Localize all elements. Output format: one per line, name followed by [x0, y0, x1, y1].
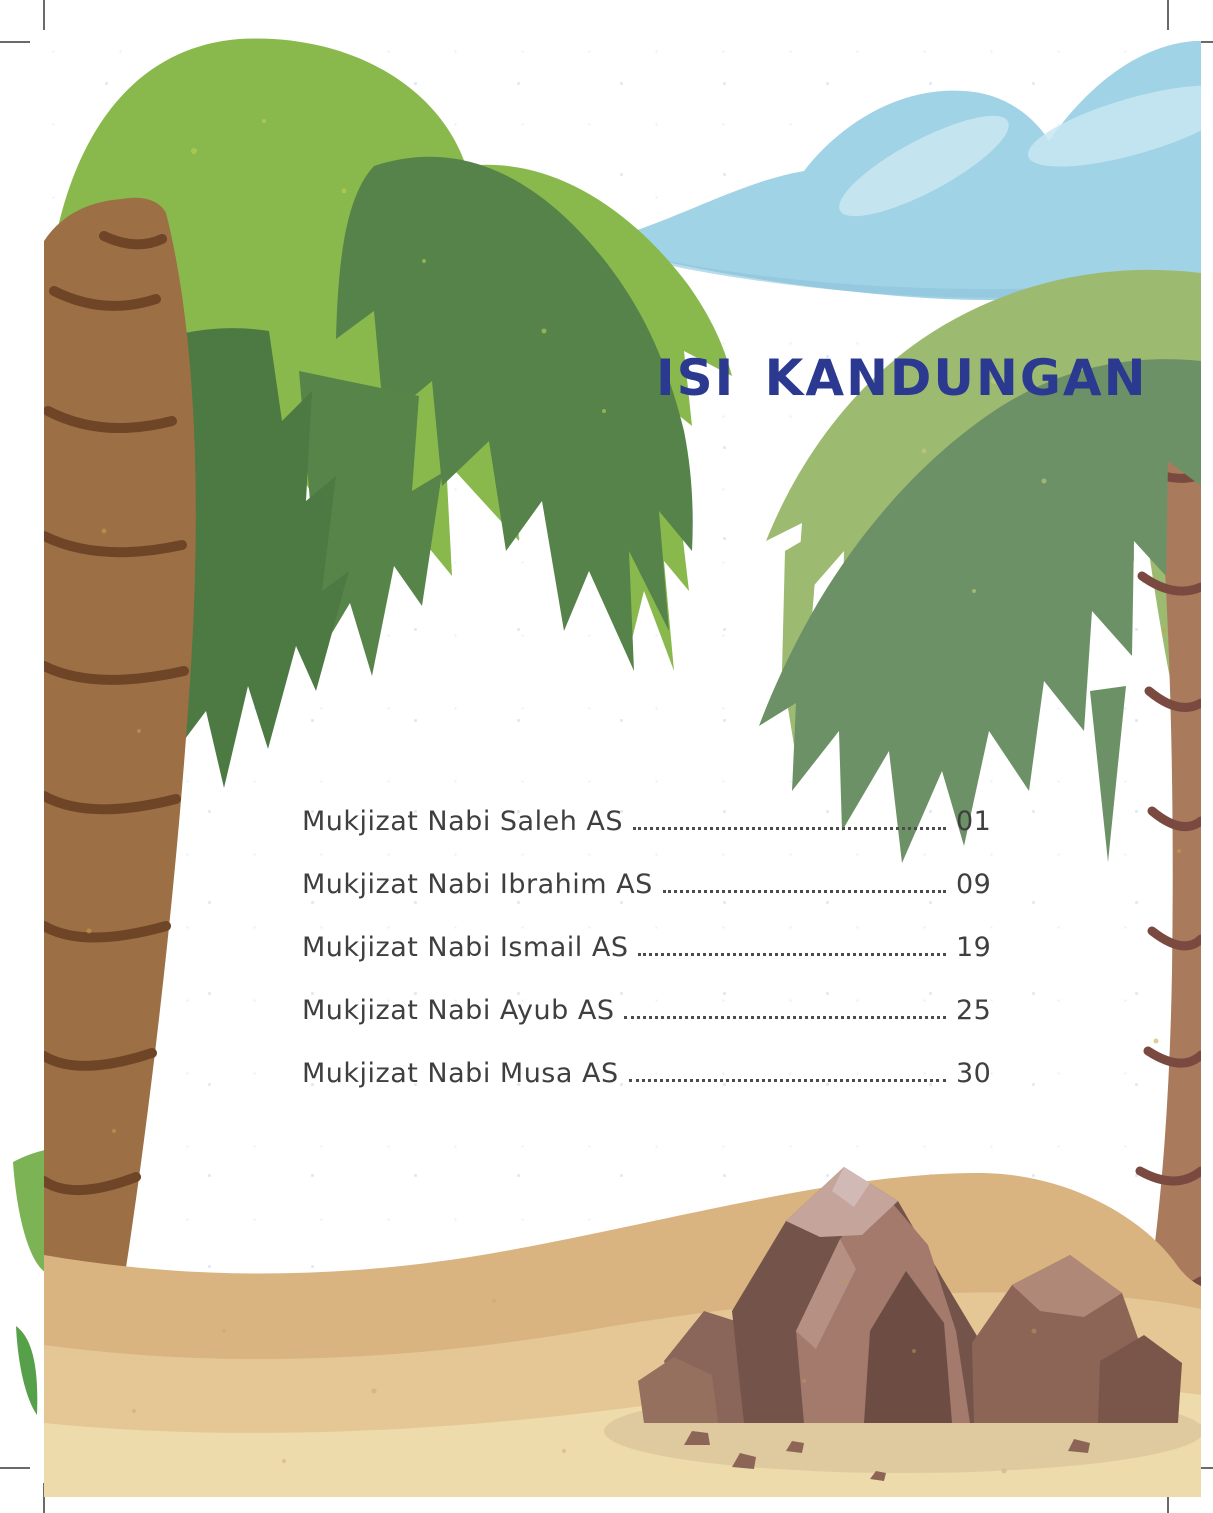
toc-entry-page-number: 19 — [956, 932, 992, 963]
margin-leaf-dark — [16, 1326, 37, 1415]
toc-entry — [302, 1053, 1002, 1089]
toc-entry-label: Mukjizat Nabi Musa AS — [302, 1058, 619, 1089]
toc-entry-page-number: 09 — [956, 869, 992, 900]
crop-mark-top-left-v — [43, 0, 45, 30]
toc-leader-dots — [624, 1016, 946, 1019]
toc-entry — [302, 801, 1002, 837]
toc-leader-dots — [629, 1079, 946, 1082]
crop-mark-top-left-h — [0, 41, 30, 43]
margin-leaf-accents — [0, 1120, 46, 1513]
palm-tree-left-illustration — [44, 39, 732, 1416]
crop-mark-top-right-v — [1167, 0, 1169, 30]
toc-leader-dots — [663, 890, 946, 893]
toc-entry-page-number: 25 — [956, 995, 992, 1026]
toc-leader-dots — [638, 953, 946, 956]
toc-entry-label: Mukjizat Nabi Saleh AS — [302, 806, 623, 837]
beach-illustration — [44, 31, 1201, 1497]
page-canvas — [44, 31, 1201, 1497]
page-title: ISI KANDUNGAN — [656, 349, 1148, 407]
toc-entry — [302, 864, 1002, 900]
toc-leader-dots — [633, 827, 946, 830]
toc-entry-label: Mukjizat Nabi Ayub AS — [302, 995, 615, 1026]
margin-leaf-light — [13, 1150, 45, 1272]
toc-entry-label: Mukjizat Nabi Ibrahim AS — [302, 869, 653, 900]
toc-entry-page-number: 01 — [956, 806, 992, 837]
toc-entry — [302, 990, 1002, 1026]
toc-list — [302, 801, 1002, 1089]
toc-entry-page-number: 30 — [956, 1058, 992, 1089]
toc-entry — [302, 927, 1002, 963]
toc-entry-label: Mukjizat Nabi Ismail AS — [302, 932, 629, 963]
